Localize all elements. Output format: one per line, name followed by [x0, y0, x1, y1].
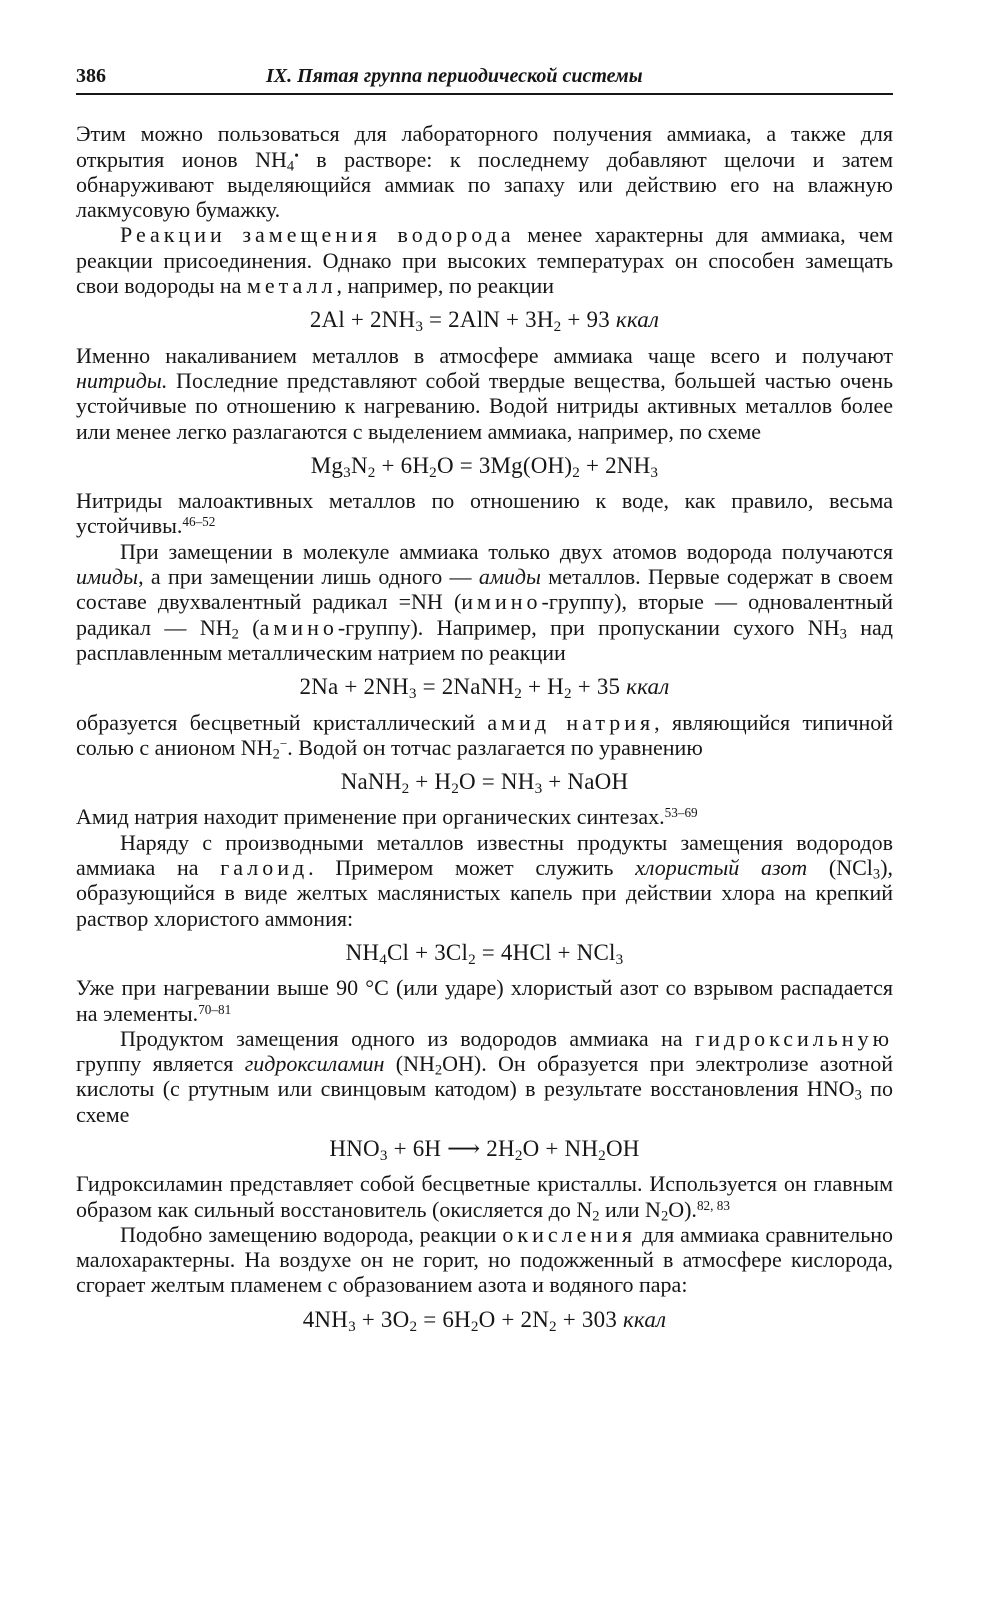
equation-nitrogen-trichloride: $NH_4Cl + 3Cl_2 = 4HCl + NCl_3$: [345, 939, 624, 968]
paragraph-trichloride-decomposition: Уже при нагревании выше 90 °C (или ударе) хлористый азот со взрывом распадается на элементы.$^{70-81}$: [76, 975, 893, 1026]
equation-sodium-amide-hydrolysis: NaNH$_2$ + $H_2O = NH_3$ + NaOH: [340, 769, 629, 797]
paragraph-hydroxylamine: Продуктом замещения одного из водородов аммиака на гидроксильную группу является гидроксиламин $(NH_2OH)$. Он образуется при электролизе азотной кислоты (с ртутным или свинцовым катодом) в результате восстановления $HNO_3$ по схеме: [76, 1025, 893, 1127]
book-page: [76, 64, 893, 1342]
reference-marker: 70–81: [198, 1001, 232, 1017]
paragraph-amide-use: Амид натрия находит применение при органических синтезах.$^{53-69}$: [76, 804, 698, 830]
paragraph-oxidation: Подобно замещению водорода, реакции окисления для аммиака сравнительно малохарактерны. На воздухе он не горит, но подожженный в атмосфере кислорода, сгорает желтым пламенем с образованием азота и водяного пара:: [76, 1221, 894, 1298]
paragraph-sodium-amide: образуется бесцветный кристаллический амид натрия, являющийся типичной солью с анионом $NH_2^-$. Водой он тотчас разлагается по уравнению: [76, 709, 893, 763]
paragraph-ammonium-detection: Этим можно пользоваться для лабораторного получения аммиака, а также для открытия ионов $NH_4^•$ в растворе: к последнему добавляют щелочи и затем обнаруживают выделяющийся аммиак по запаху или действию его на влажную лакмусовую бумажку.: [76, 121, 893, 223]
paragraph-hydroxylamine-properties: Гидроксиламин представляет собой бесцветные кристаллы. Используется он главным образом как сильный восстановитель (окисляется до $N_2$ или $N_2O).^{82, 83}$: [76, 1171, 893, 1225]
paragraph-nitride-stability: Нитриды малоактивных металлов по отношению к воде, как правило, весьма устойчивы.$^{46-52}$: [76, 488, 893, 539]
paragraph-nitrides: Именно накаливанием металлов в атмосфере аммиака чаще всего и получают нитриды. Последние представляют собой твердые вещества, большей частью очень устойчивые по отношению к нагреванию. Водой нитриды активных металлов более или менее легко разлагаются с выделением аммиака, например, по схеме: [76, 342, 893, 444]
reference-marker: 46–52: [182, 514, 216, 530]
reference-marker: 53–69: [664, 805, 698, 821]
running-title: IX. Пятая группа периодической системы: [266, 65, 643, 87]
paragraph-imides-amides: При замещении в молекуле аммиака только двух атомов водорода получаются имиды, а при замещении лишь одного — амиды металлов. Первые содержат в своем составе двухвалентный радикал =NH (имино-группу), вторые — одновалентный радикал — $NH_2$ (амино-группу). Например, при пропускании сухого $NH_3$ над расплавленным металлическим натрием по реакции: [76, 538, 894, 665]
paragraph-halogen-substitution: Наряду с производными металлов известны продукты замещения водородов аммиака на галоид. Примером может служить хлористый азот (NCl$_3$), образующийся в виде желтых маслянистых капель при действии хлора на крепкий раствор хлористого аммония:: [76, 829, 894, 931]
page-header: [76, 64, 893, 95]
equation-ammonia-combustion: $4NH_3 + 3O_2 = 6H_2O + 2N_2 + 303$ ккал: [302, 1306, 667, 1335]
paragraph-substitution-reactions: Реакции замещения водорода менее характерны для аммиака, чем реакции присоединения. Однако при высоких температурах он способен замещать свои водороды на металл, например, по реакции: [76, 222, 894, 299]
reference-marker: 82, 83: [696, 1197, 730, 1213]
equation-magnesium-nitride-hydrolysis: $Mg_3N_2 + 6H_2O = 3Mg(OH)_2 + 2NH_3$: [310, 452, 659, 481]
equation-sodium-amide: $2Na + 2NH_3$ = 2NaNH$_2$ + $H_2 + 35$ ккал: [299, 674, 670, 703]
equation-aluminium-nitride: $2Al + 2NH_3 = 2AlN + 3H_2 + 93$ ккал: [309, 307, 660, 336]
page-number: 386: [76, 65, 106, 87]
equation-nitric-acid-reduction: $HNO_3 + 6H$ ⟶ $2H_2O + NH_2OH$: [329, 1135, 640, 1164]
